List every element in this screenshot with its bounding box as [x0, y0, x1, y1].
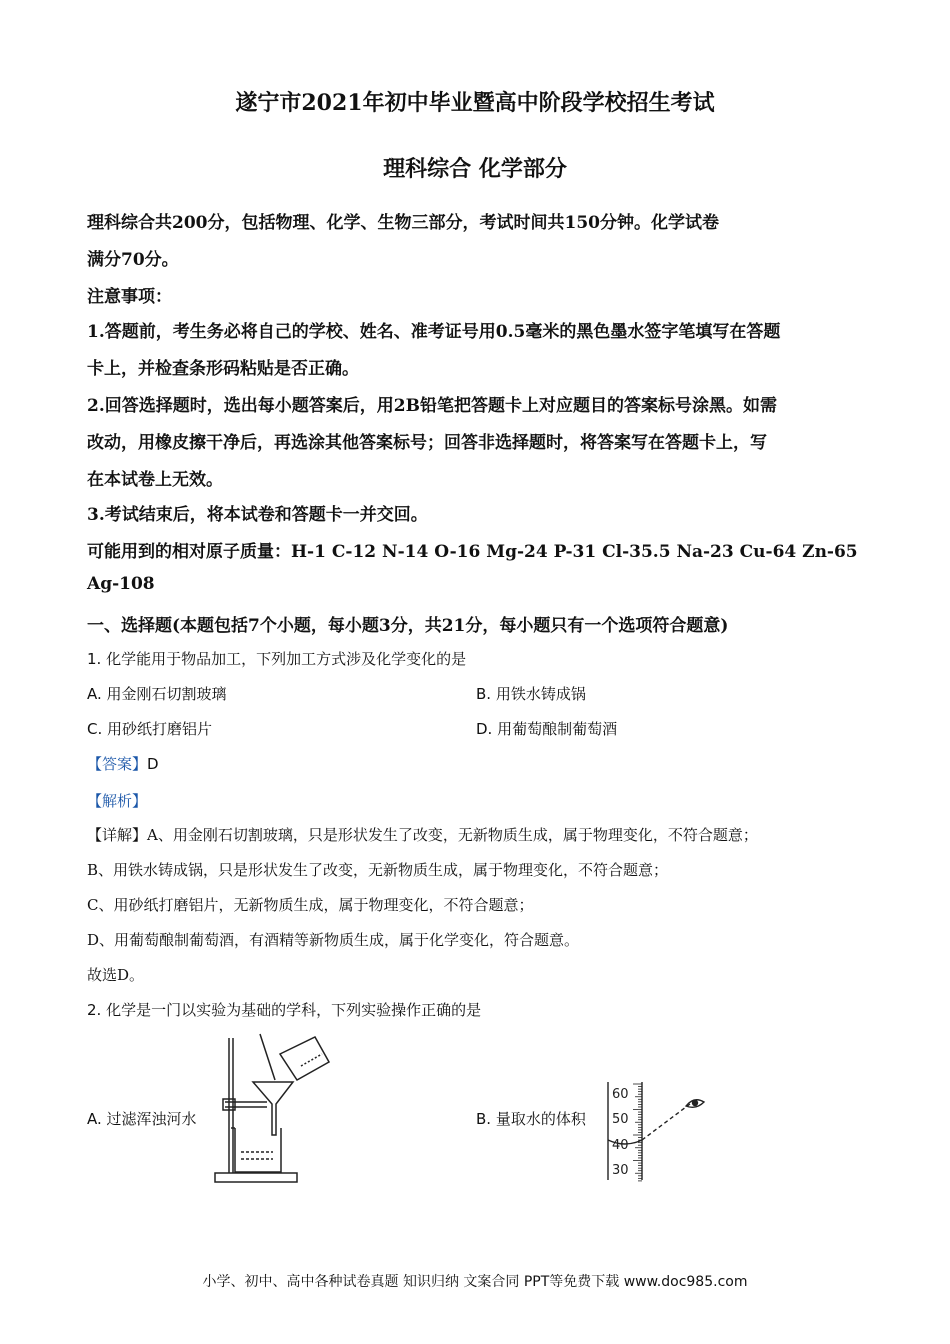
atomic-mass-line-1: 可能用到的相对原子质量：H-1 C-12 N-14 O-16 Mg-24 P-31 Cl-35.5 Na-23 Cu-64 Zn-65 [87, 542, 858, 562]
notice-heading: 注意事项： [87, 287, 172, 307]
question-1-option-d [476, 718, 617, 739]
question-1-option-c [87, 718, 212, 739]
notice-item-1-line-1: 1.答题前，考生务必将自己的学校、姓名、准考证号用0.5毫米的黑色墨水签字笔填写在答题 [87, 322, 781, 342]
q2-option-a-label: A. [87, 1110, 102, 1128]
atomic-mass-line-2: Ag-108 [87, 574, 155, 594]
detail-a-text: A、用金刚石切割玻璃，只是形状发生了改变，无新物质生成，属于物理变化，不符合题意； [147, 826, 758, 844]
intro-line-1: 理科综合共200分，包括物理、化学、生物三部分，考试时间共150分钟。化学试卷 [87, 213, 719, 233]
funnel [253, 1082, 293, 1135]
conclusion-line: 故选D。 [87, 966, 145, 984]
option-c-label: C. [87, 720, 103, 738]
option-a-label: A. [87, 685, 102, 703]
measuring-cylinder-figure [600, 1078, 715, 1183]
question-1-number: 1. [87, 650, 102, 668]
detail-tag: 【详解】 [87, 826, 148, 844]
intro-line-2: 满分70分。 [87, 250, 179, 270]
notice-item-1-line-2: 卡上，并检查条形码粘贴是否正确。 [87, 359, 359, 379]
filtration-apparatus-figure [205, 1032, 355, 1187]
page-footer: 小学、初中、高中各种试卷真题 知识归纳 文案合同 PPT等免费下载 www.doc985.com [202, 1274, 748, 1290]
analysis-tag: 【解析】 [87, 792, 148, 810]
notice-item-2-line-3: 在本试卷上无效。 [87, 470, 223, 490]
notice-item-3: 3.考试结束后，将本试卷和答题卡一并交回。 [87, 505, 428, 525]
option-c-text: 用砂纸打磨铝片 [107, 720, 213, 738]
exam-title: 遂宁市2021年初中毕业暨高中阶段学校招生考试 [235, 90, 715, 116]
exam-subtitle: 理科综合 化学部分 [383, 156, 567, 182]
sight-line [642, 1104, 690, 1140]
glass-rod [260, 1034, 275, 1080]
tick-label-60: 60 [612, 1087, 629, 1102]
option-b-text: 用铁水铸成锅 [495, 685, 586, 703]
q2-option-b-text: 量取水的体积 [495, 1110, 586, 1128]
q2-option-a-text: 过滤浑浊河水 [106, 1110, 197, 1128]
question-2-option-b [476, 1108, 586, 1129]
answer-tag: 【答案】 [87, 755, 148, 773]
option-d-label: D. [476, 720, 493, 738]
question-1-text: 化学能用于物品加工，下列加工方式涉及化学变化的是 [106, 650, 467, 668]
detail-line-b: B、用铁水铸成锅，只是形状发生了改变，无新物质生成，属于物理变化，不符合题意； [87, 861, 669, 879]
question-1-option-a [87, 683, 227, 704]
notice-item-2-line-2: 改动，用橡皮擦干净后，再选涂其他答案标号；回答非选择题时，将答案写在答题卡上，写 [87, 433, 767, 453]
detail-line-c: C、用砂纸打磨铝片，无新物质生成，属于物理变化，不符合题意； [87, 896, 534, 914]
question-2-stem [87, 999, 481, 1020]
option-a-text: 用金刚石切割玻璃 [106, 685, 227, 703]
question-2-text: 化学是一门以实验为基础的学科，下列实验操作正确的是 [106, 1001, 482, 1019]
question-2-option-a [87, 1108, 197, 1129]
q2-option-b-label: B. [476, 1110, 492, 1128]
question-1-stem [87, 648, 466, 669]
question-1-option-b [476, 683, 586, 704]
option-b-label: B. [476, 685, 492, 703]
tick-label-30: 30 [612, 1163, 629, 1178]
detail-line-d: D、用葡萄酿制葡萄酒，有酒精等新物质生成，属于化学变化，符合题意。 [87, 931, 580, 949]
answer-value: D [147, 755, 159, 773]
option-d-text: 用葡萄酿制葡萄酒 [497, 720, 618, 738]
answer-line [87, 753, 159, 774]
detail-line-a [87, 824, 758, 845]
stand-base [215, 1173, 297, 1182]
notice-item-2-line-1: 2.回答选择题时，选出每小题答案后，用2B铅笔把答题卡上对应题目的答案标号涂黑。如需 [87, 396, 777, 416]
tick-label-50: 50 [612, 1112, 629, 1127]
question-2-number: 2. [87, 1001, 102, 1019]
section-1-heading: 一、选择题(本题包括7个小题，每小题3分，共21分，每小题只有一个选项符合题意) [87, 616, 729, 636]
pouring-beaker [280, 1037, 329, 1080]
tick-label-40: 40 [612, 1138, 629, 1153]
